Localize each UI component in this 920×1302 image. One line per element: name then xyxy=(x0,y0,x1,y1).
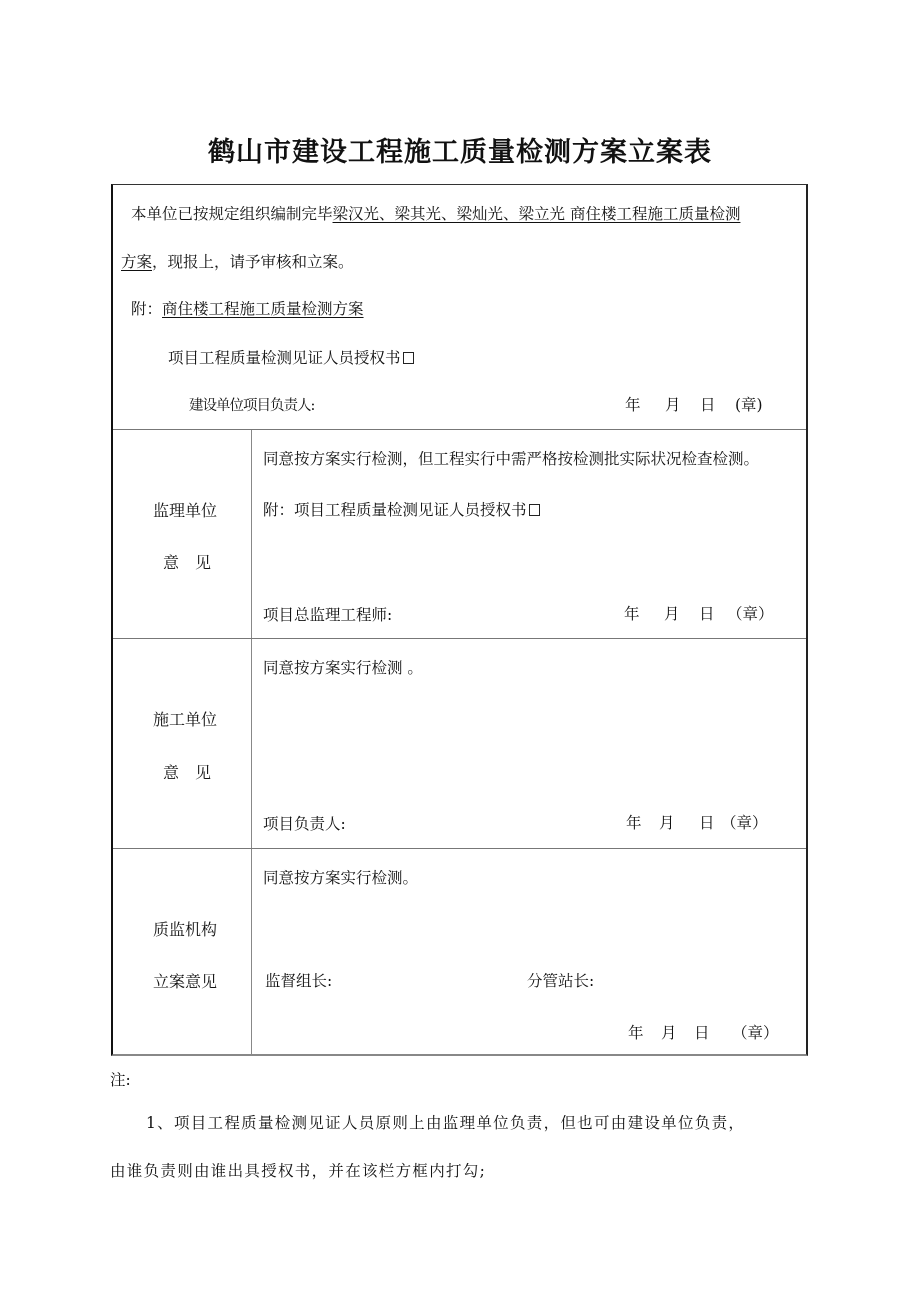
contractor-opinion[interactable]: 同意按方案实行检测 。 xyxy=(263,659,423,677)
contractor-section xyxy=(113,639,806,849)
authorization-letter-checkbox[interactable] xyxy=(403,352,414,364)
quality-agency-section xyxy=(113,849,806,1055)
contractor-label-cell xyxy=(113,639,252,848)
attachment-plan-field[interactable]: 商住楼工程施工质量检测方案 xyxy=(162,300,364,318)
supervision-attachment-label: 附：项目工程质量检测见证人员授权书 xyxy=(263,501,527,519)
supervision-label-line2: 意 见 xyxy=(163,553,212,572)
day-label: 日 xyxy=(699,814,715,832)
supervision-label-cell xyxy=(113,430,252,638)
seal-label: （章） xyxy=(721,814,768,832)
quality-agency-label-line1: 质监机构 xyxy=(153,920,218,939)
construction-signatory-label: 建设单位项目负责人: xyxy=(189,398,315,414)
day-label: 日 xyxy=(700,396,716,414)
supervision-date-field[interactable] xyxy=(624,607,774,623)
declaration-line-1 xyxy=(131,207,740,223)
supervision-attachment-line xyxy=(263,503,540,519)
contractor-label-line1: 施工单位 xyxy=(153,710,218,729)
seal-label: （章） xyxy=(727,605,774,623)
authorization-letter-label: 项目工程质量检测见证人员授权书 xyxy=(168,349,401,367)
year-label: 年 xyxy=(628,1024,644,1042)
contractor-signatory-label: 项目负责人: xyxy=(263,815,346,833)
quality-agency-label-cell xyxy=(113,849,252,1055)
supervision-section xyxy=(113,430,806,639)
supervisor-leader-label: 监督组长: xyxy=(265,972,333,990)
day-label: 日 xyxy=(694,1024,710,1042)
supervision-signatory-label: 项目总监理工程师: xyxy=(263,606,393,624)
page-title: 鹤山市建设工程施工质量检测方案立案表 xyxy=(208,137,712,168)
authorization-letter-line xyxy=(168,351,414,367)
declaration-prefix: 本单位已按规定组织编制完毕 xyxy=(131,205,333,223)
day-label: 日 xyxy=(699,605,715,623)
construction-unit-section xyxy=(113,185,806,430)
project-name-field[interactable]: 梁汉光、梁其光、梁灿光、梁立光 商住楼工程施工质量检测 xyxy=(332,205,741,223)
supervision-opinion[interactable]: 同意按方案实行检测，但工程实行中需严格按检测批实际状况检查检测。 xyxy=(263,450,760,468)
attachment-label: 附： xyxy=(131,300,163,318)
project-name-field-cont[interactable]: 方案 xyxy=(121,253,153,271)
supervision-authorization-checkbox[interactable] xyxy=(529,504,540,516)
quality-agency-label-line2: 立案意见 xyxy=(153,972,218,991)
year-label: 年 xyxy=(624,605,640,623)
month-label: 月 xyxy=(659,814,675,832)
filing-form-table xyxy=(111,184,808,1056)
month-label: 月 xyxy=(665,396,681,414)
seal-label: （章） xyxy=(732,1024,779,1042)
notes-heading: 注: xyxy=(110,1071,131,1089)
declaration-line-2 xyxy=(121,255,354,271)
seal-label: (章) xyxy=(735,396,763,414)
contractor-label-line2: 意 见 xyxy=(163,763,212,782)
year-label: 年 xyxy=(626,814,642,832)
station-chief-label: 分管站长: xyxy=(527,972,595,990)
declaration-suffix: ，现报上，请予审核和立案。 xyxy=(152,253,354,271)
contractor-date-field[interactable] xyxy=(626,816,768,832)
month-label: 月 xyxy=(664,605,680,623)
attachment-line xyxy=(131,302,364,318)
construction-date-field[interactable] xyxy=(625,398,763,414)
note-item-1-line-1: 1、项目工程质量检测见证人员原则上由监理单位负责，但也可由建设单位负责， xyxy=(146,1114,746,1132)
note-item-1-line-2: 由谁负责则由谁出具授权书，并在该栏方框内打勾; xyxy=(110,1162,487,1180)
year-label: 年 xyxy=(625,396,641,414)
quality-agency-date-field[interactable] xyxy=(628,1026,779,1042)
supervision-label-line1: 监理单位 xyxy=(153,501,218,520)
quality-agency-opinion[interactable]: 同意按方案实行检测。 xyxy=(263,869,419,887)
month-label: 月 xyxy=(661,1024,677,1042)
